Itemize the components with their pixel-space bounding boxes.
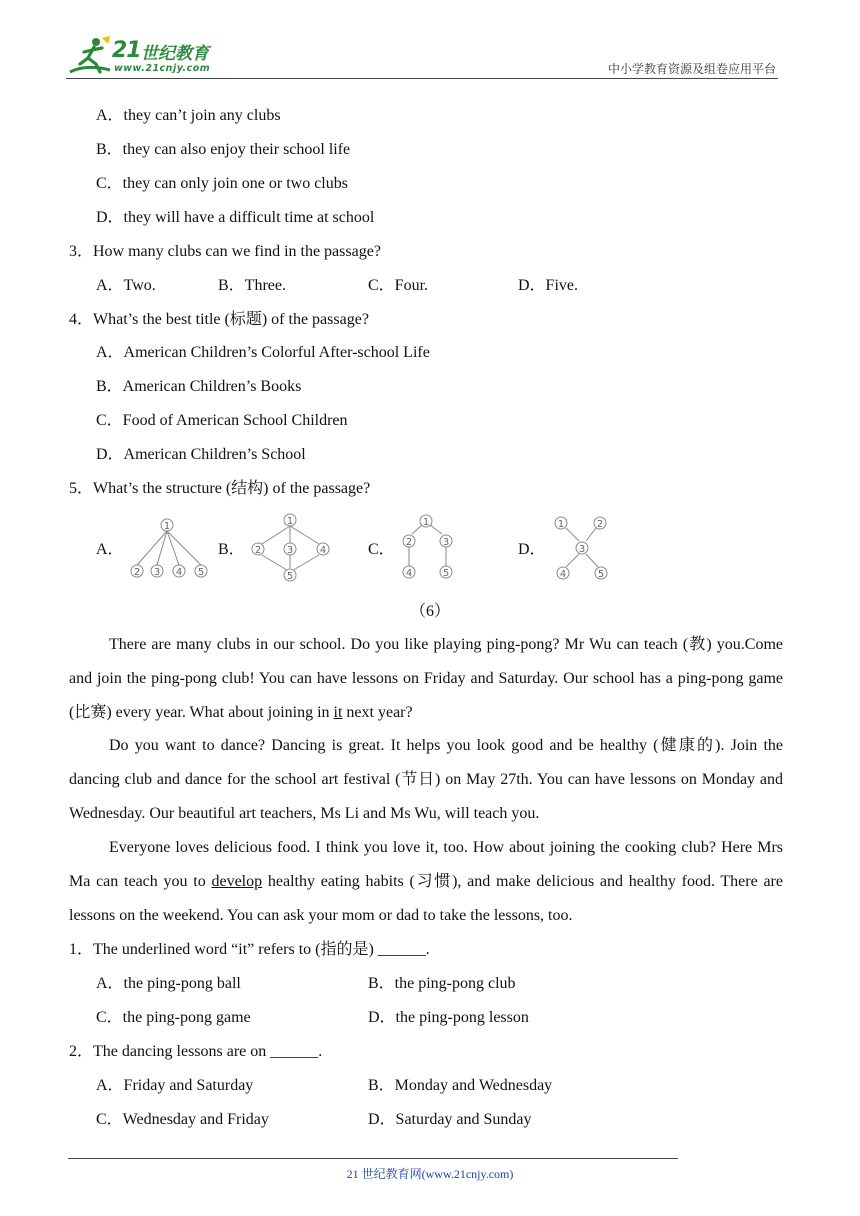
svg-text:1: 1 [163, 521, 171, 532]
s6-q1-option-c: C．the ping-pong game [96, 1009, 251, 1026]
svg-text:5: 5 [597, 569, 605, 580]
svg-text:4: 4 [559, 569, 567, 580]
svg-text:2: 2 [405, 537, 413, 548]
passage-paragraph-1: There are many clubs in our school. Do you like playing ping-pong? Mr Wu can teach (教) you.Come and join the ping-pong club! You can have lessons on Friday and Saturday. Our school has a ping-pong game (比赛) every year. What about joining in it next year? [69, 636, 784, 721]
node-3 [576, 542, 588, 555]
q2-option-a: A．they can’t join any clubs [96, 107, 281, 124]
structure-diagram-b [248, 509, 334, 585]
s6-q2-option-a: A．Friday and Saturday [96, 1077, 254, 1094]
underlined-word-develop: develop [211, 872, 263, 890]
node-4 [173, 565, 185, 578]
header-platform-text: 中小学教育资源及组卷应用平台 [607, 62, 776, 76]
svg-text:1: 1 [286, 516, 294, 527]
q5-option-c-label: C． [368, 541, 395, 558]
s6-q2-option-d: D．Saturday and Sunday [368, 1111, 532, 1128]
footer-divider [68, 1158, 678, 1159]
svg-text:3: 3 [578, 544, 586, 555]
logo-chinese: 世纪教育 [141, 44, 209, 64]
svg-text:1: 1 [557, 519, 565, 530]
s6-q2-option-c: C．Wednesday and Friday [96, 1111, 269, 1128]
q4-option-b: B．American Children’s Books [96, 378, 302, 395]
node-1 [161, 519, 173, 532]
s6-q2-stem: 2．The dancing lessons are on ______. [69, 1043, 323, 1060]
q2-option-b: B．they can also enjoy their school life [96, 141, 351, 158]
s6-q2-option-b: B．Monday and Wednesday [368, 1077, 553, 1094]
svg-text:1: 1 [422, 517, 430, 528]
s6-q1-option-a: A．the ping-pong ball [96, 975, 241, 992]
svg-text:2: 2 [596, 519, 604, 530]
node-3 [440, 535, 452, 548]
footer-link[interactable]: 21 世纪教育网(www.21cnjy.com) [346, 1167, 514, 1181]
header-divider [66, 78, 778, 79]
svg-text:3: 3 [286, 545, 294, 556]
structure-diagram-c [396, 510, 460, 582]
q5-option-d-label: D． [518, 541, 546, 558]
node-3 [284, 543, 296, 556]
node-1 [420, 515, 432, 528]
passage-paragraph-2: Do you want to dance? Dancing is great. It helps you look good and be healthy (健康的). Join the dancing club and dance for the school art festival (节日) on May 27th. You can have lessons on Monday and Wednesday. Our beautiful art teachers, Ms Li and Ms Wu, will teach you. [69, 737, 783, 822]
node-4 [403, 566, 415, 579]
section-title: （6） [409, 603, 450, 620]
q3-option-b: B．Three. [218, 277, 286, 294]
runner-icon [66, 34, 114, 76]
svg-text:4: 4 [319, 545, 327, 556]
q3-option-d: D．Five. [518, 277, 579, 294]
svg-text:4: 4 [175, 567, 183, 578]
q2-option-c: C．they can only join one or two clubs [96, 175, 348, 192]
node-5 [195, 565, 207, 578]
q4-stem: 4．What’s the best title (标题) of the passage? [69, 311, 369, 328]
node-5 [595, 567, 607, 580]
q2-option-d: D．they will have a difficult time at school [96, 209, 375, 226]
svg-text:5: 5 [286, 571, 294, 582]
q4-option-d: D．American Children’s School [96, 446, 306, 463]
q4-option-a: A．American Children’s Colorful After-school Life [96, 344, 430, 361]
site-logo[interactable] [66, 34, 226, 78]
node-5 [284, 569, 296, 582]
svg-text:5: 5 [197, 567, 205, 578]
underlined-word-it: it [333, 703, 343, 721]
structure-diagram-a [126, 514, 212, 582]
node-1 [284, 514, 296, 527]
node-2 [131, 565, 143, 578]
q5-option-a-label: A． [96, 541, 124, 558]
s6-q1-option-b: B．the ping-pong club [368, 975, 516, 992]
svg-text:3: 3 [153, 567, 161, 578]
page-header [0, 0, 860, 80]
q3-stem: 3．How many clubs can we find in the passage? [69, 243, 381, 260]
logo-url: www.21cnjy.com [114, 63, 211, 74]
node-1 [555, 517, 567, 530]
q3-option-a: A．Two. [96, 277, 156, 294]
s6-q1-stem: 1．The underlined word “it” refers to (指的是) ______. [69, 941, 430, 958]
node-3 [151, 565, 163, 578]
q5-stem: 5．What’s the structure (结构) of the passage? [69, 480, 371, 497]
q5-option-b-label: B． [218, 541, 245, 558]
structure-diagram-d [550, 512, 614, 584]
svg-text:5: 5 [442, 568, 450, 579]
svg-text:2: 2 [133, 567, 141, 578]
node-4 [557, 567, 569, 580]
svg-text:4: 4 [405, 568, 413, 579]
q4-option-c: C．Food of American School Children [96, 412, 348, 429]
node-5 [440, 566, 452, 579]
passage-paragraph-3: Everyone loves delicious food. I think you love it, too. How about joining the cooking club? Here Mrs Ma can teach you to develop healthy eating habits (习惯), and make delicious and healthy food. There are lessons on the weekend. You can ask your mom or dad to take the lessons, too. [69, 839, 783, 924]
s6-q1-option-d: D．the ping-pong lesson [368, 1009, 529, 1026]
node-2 [403, 535, 415, 548]
svg-text:3: 3 [442, 537, 450, 548]
node-2 [252, 543, 264, 556]
svg-text:2: 2 [254, 545, 262, 556]
q3-option-c: C．Four. [368, 277, 429, 294]
node-4 [317, 543, 329, 556]
logo-21: 21 [112, 38, 141, 63]
